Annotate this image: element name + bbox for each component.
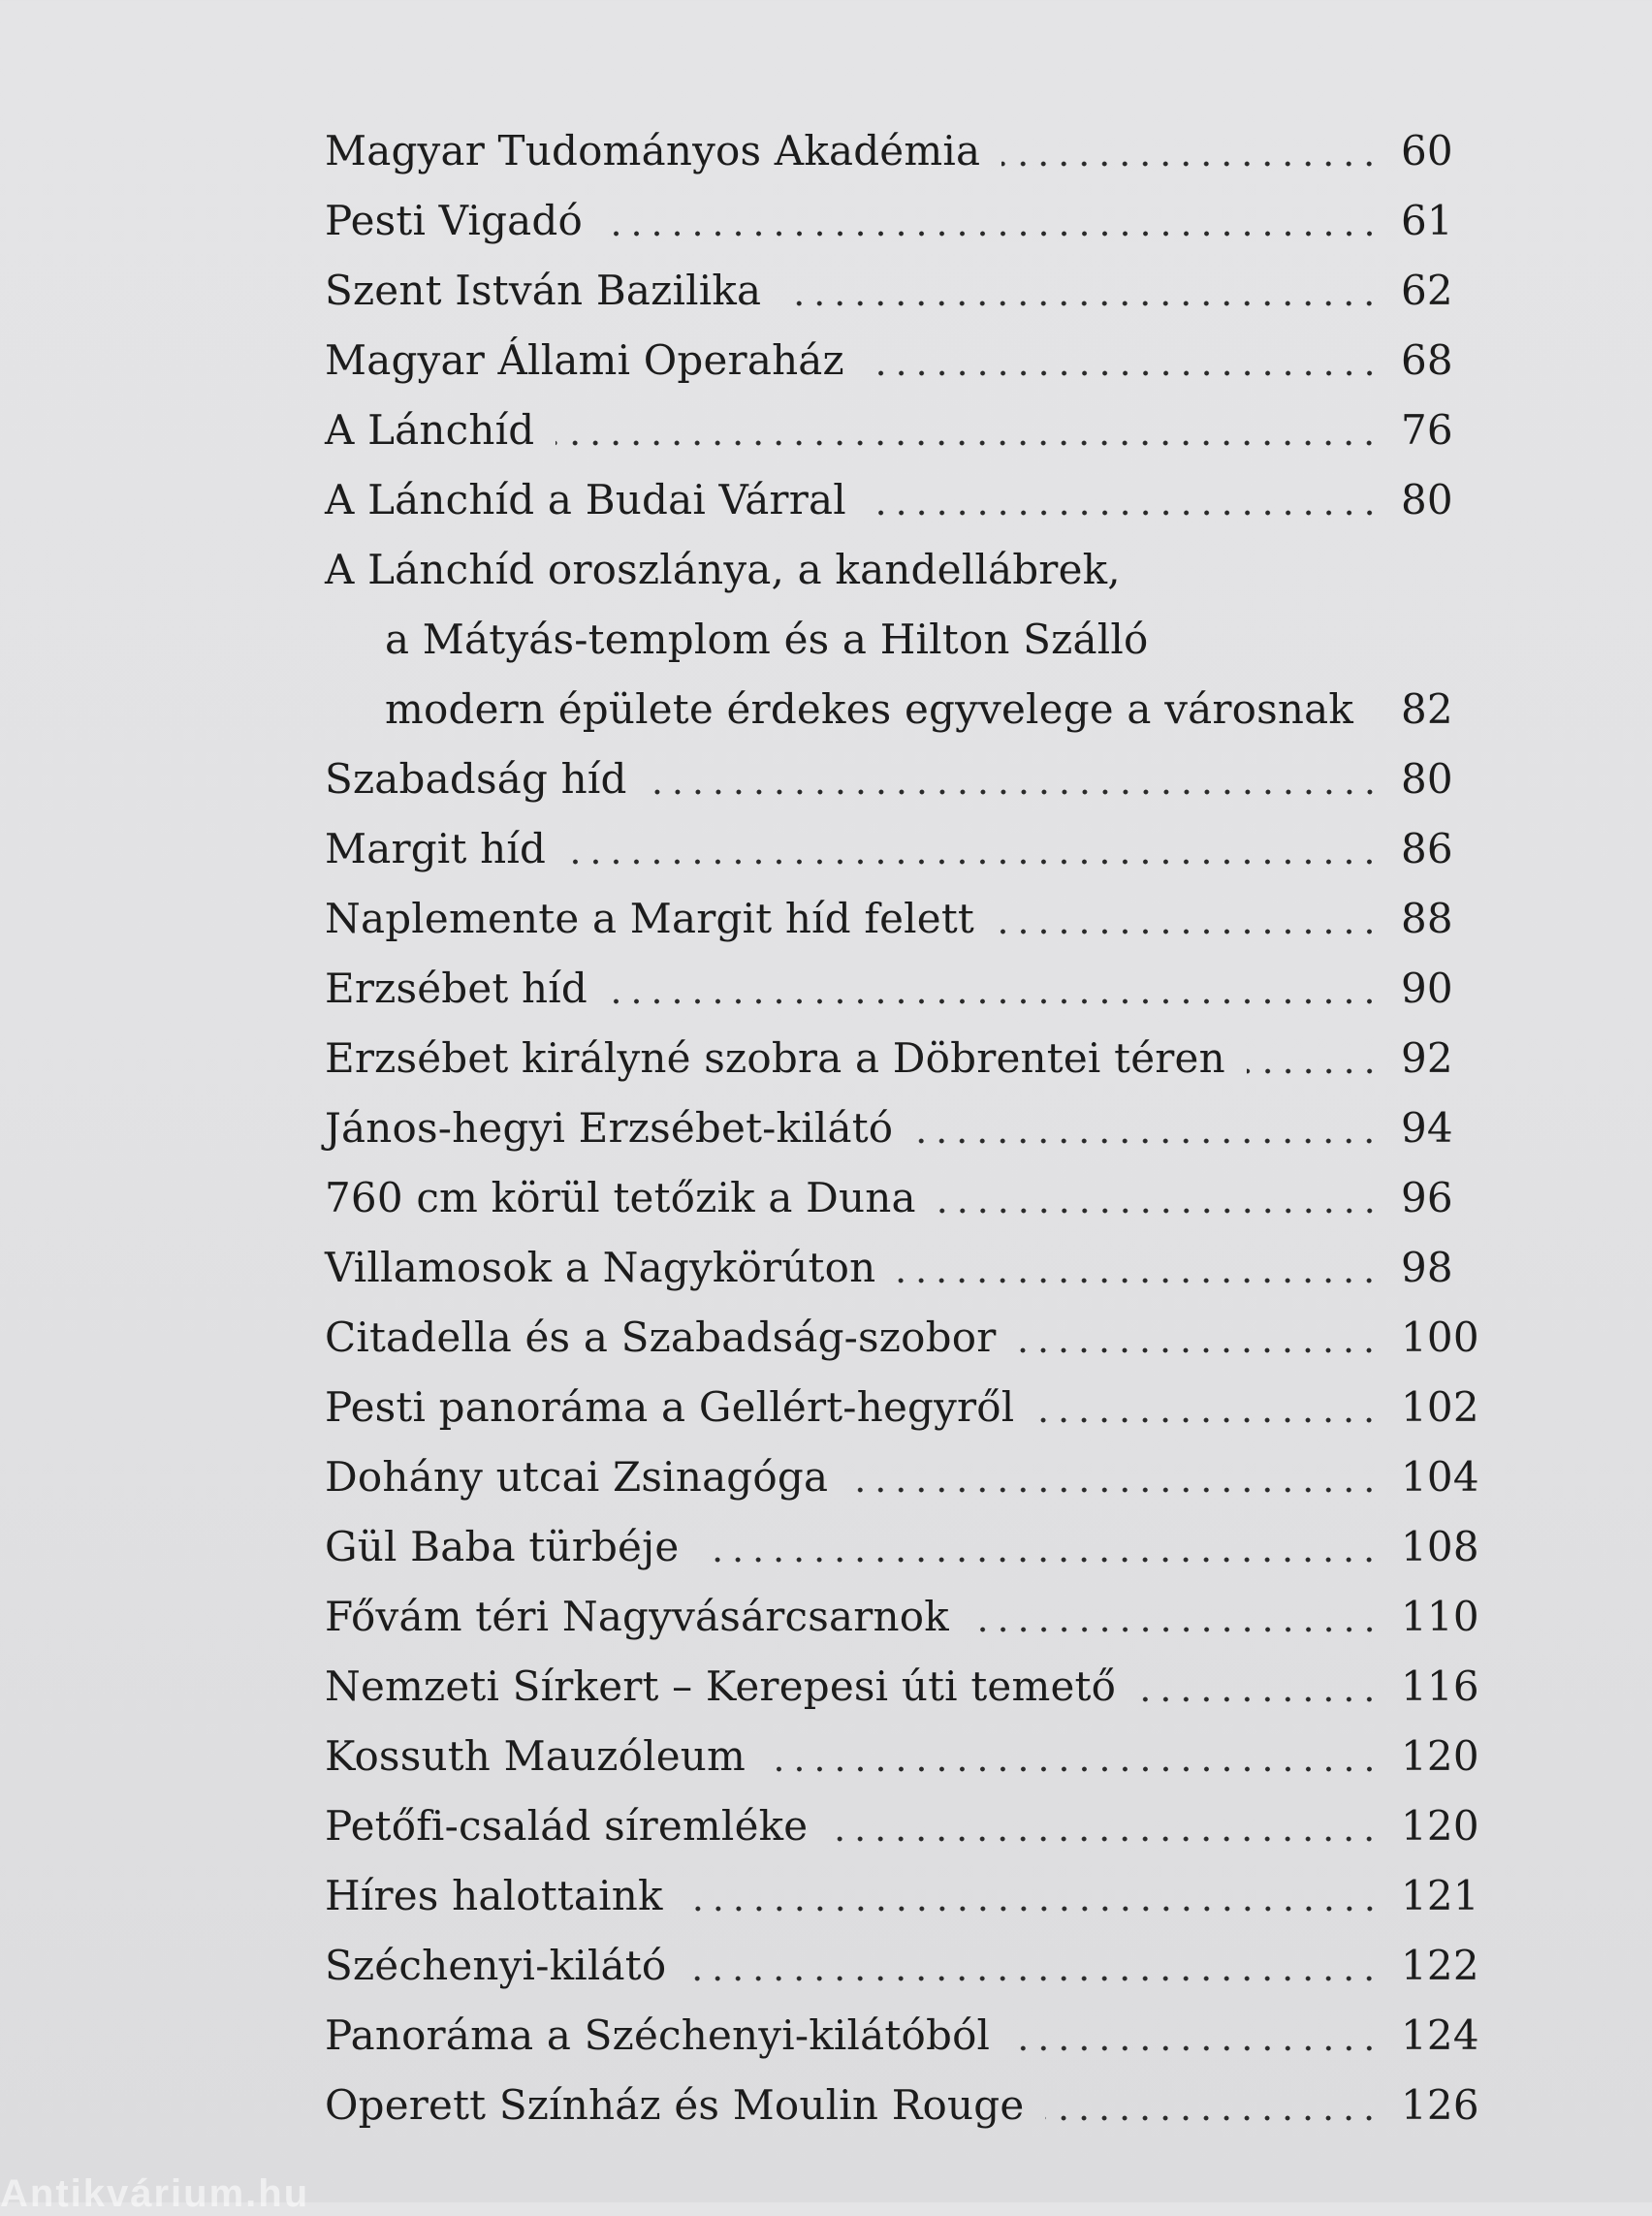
toc-entry-title: Dohány utcai Zsinagóga (325, 1453, 829, 1501)
toc-entry-page: 116 (1401, 1662, 1479, 1710)
toc-entry-title: Pesti Vigadó (325, 197, 583, 244)
toc-entry-page: 92 (1401, 1034, 1453, 1082)
dot-leader (970, 1625, 1380, 1634)
toc-entry (325, 186, 1469, 256)
dot-leader (849, 1485, 1380, 1495)
toc-entry-title: Gül Baba türbéje (325, 1523, 680, 1570)
toc-entry (325, 2001, 1479, 2071)
toc-entry-title: A Lánchíd (325, 406, 535, 454)
toc-entry-title: modern épülete érdekes egyvelege a városnak (385, 685, 1354, 733)
toc-entry-page: 110 (1401, 1593, 1479, 1640)
toc-entry-title: Magyar Tudományos Akadémia (325, 127, 981, 174)
toc-entry-title: Citadella és a Szabadság-szobor (325, 1314, 997, 1361)
toc-entry (325, 1791, 1479, 1861)
dot-leader (1011, 2043, 1380, 2053)
toc-entry (325, 884, 1469, 954)
dot-leader (767, 1764, 1380, 1774)
dot-leader (684, 1904, 1380, 1914)
toc-entry-page: 94 (1401, 1104, 1453, 1152)
toc-entry-title: Margit híd (325, 825, 547, 872)
toc-entry-page: 120 (1401, 1802, 1479, 1850)
dot-leader (782, 299, 1380, 308)
dot-leader (1137, 1694, 1380, 1704)
table-of-contents (325, 116, 1479, 2140)
dot-leader (868, 508, 1380, 518)
toc-entry (325, 326, 1469, 396)
toc-entry-page: 108 (1401, 1523, 1479, 1570)
toc-entry-page: 90 (1401, 965, 1453, 1012)
toc-entry (325, 116, 1469, 186)
toc-entry-title: Kossuth Mauzóleum (325, 1732, 747, 1780)
toc-entry-title: a Mátyás-templom és a Hilton Szálló (385, 616, 1149, 663)
toc-entry (325, 465, 1469, 535)
toc-entry-title: Fővám téri Nagyvásárcsarnok (325, 1593, 949, 1640)
dot-leader (609, 997, 1380, 1006)
toc-entry-page: 96 (1401, 1174, 1453, 1221)
toc-entry-title: Magyar Állami Operaház (325, 336, 844, 384)
toc-entry (325, 675, 1469, 744)
toc-entry-title: János-hegyi Erzsébet-kilátó (325, 1104, 894, 1152)
toc-entry-page: 62 (1401, 267, 1453, 314)
toc-entry (325, 744, 1469, 814)
toc-entry (325, 605, 1469, 675)
toc-entry (325, 256, 1469, 326)
toc-entry-page: 126 (1401, 2081, 1479, 2129)
toc-entry-title: Operett Színház és Moulin Rouge (325, 2081, 1025, 2129)
dot-leader (1247, 1066, 1380, 1076)
toc-entry (325, 954, 1469, 1024)
toc-entry (325, 2071, 1479, 2140)
toc-entry-title: A Lánchíd oroszlánya, a kandellábrek, (325, 546, 1121, 593)
toc-entry (325, 1582, 1479, 1652)
dot-leader (937, 1206, 1380, 1216)
toc-entry-title: Széchenyi-kilátó (325, 1942, 667, 1989)
toc-entry (325, 814, 1469, 884)
toc-entry-title: Szabadság híd (325, 755, 627, 803)
dot-leader (649, 787, 1380, 797)
toc-entry (325, 1303, 1479, 1373)
toc-entry-page: 100 (1401, 1314, 1479, 1361)
toc-entry-page: 68 (1401, 336, 1453, 384)
toc-entry-title: Szent István Bazilika (325, 267, 762, 314)
toc-entry (325, 1163, 1469, 1233)
toc-entry-page: 60 (1401, 127, 1453, 174)
dot-leader (604, 229, 1380, 238)
dot-leader (567, 857, 1380, 867)
dot-leader (1045, 2113, 1380, 2123)
dot-leader (700, 1555, 1380, 1565)
toc-entry-title: Pesti panoráma a Gellért-hegyről (325, 1383, 1015, 1431)
dot-leader (1035, 1415, 1380, 1425)
toc-entry-page: 86 (1401, 825, 1453, 872)
toc-entry-page: 88 (1401, 895, 1453, 942)
toc-entry (325, 1861, 1479, 1931)
toc-entry-title: Villamosok a Nagykörúton (325, 1244, 876, 1291)
dot-leader (829, 1834, 1380, 1844)
toc-entry-title: Nemzeti Sírkert – Kerepesi úti temető (325, 1662, 1117, 1710)
toc-entry (325, 1233, 1469, 1303)
dot-leader (1375, 717, 1380, 727)
toc-entry (325, 1024, 1469, 1093)
toc-entry (325, 1093, 1469, 1163)
toc-entry (325, 1931, 1479, 2001)
toc-entry-title: Erzsébet híd (325, 965, 588, 1012)
dot-leader (1001, 159, 1380, 169)
toc-entry-title: Naplemente a Margit híd felett (325, 895, 975, 942)
toc-entry-page: 122 (1401, 1942, 1479, 1989)
toc-entry (325, 1722, 1479, 1791)
dot-leader (914, 1136, 1380, 1146)
toc-entry (325, 535, 1469, 605)
toc-entry-page: 61 (1401, 197, 1453, 244)
dot-leader (1017, 1345, 1380, 1355)
toc-entry-title: Petőfi-család síremléke (325, 1802, 809, 1850)
dot-leader (687, 1974, 1380, 1983)
toc-entry (325, 1373, 1479, 1442)
toc-entry-title: Híres halottaink (325, 1872, 663, 1919)
toc-entry-page: 124 (1401, 2011, 1479, 2059)
toc-entry-page: 76 (1401, 406, 1453, 454)
dot-leader (866, 368, 1380, 378)
toc-entry-page: 80 (1401, 755, 1453, 803)
toc-entry-title: A Lánchíd a Budai Várral (325, 476, 846, 523)
toc-entry (325, 1512, 1479, 1582)
toc-entry-title: 760 cm körül tetőzik a Duna (325, 1174, 916, 1221)
toc-entry-page: 80 (1401, 476, 1453, 523)
toc-entry-page: 98 (1401, 1244, 1453, 1291)
dot-leader (897, 1276, 1380, 1285)
dot-leader (996, 927, 1380, 936)
toc-entry (325, 1442, 1479, 1512)
toc-entry-page: 121 (1401, 1872, 1479, 1919)
watermark: Antikvárium.hu (0, 2172, 310, 2215)
toc-entry (325, 396, 1469, 465)
toc-entry-page: 104 (1401, 1453, 1479, 1501)
toc-entry-page: 120 (1401, 1732, 1479, 1780)
toc-entry (325, 1652, 1479, 1722)
toc-entry-page: 82 (1401, 685, 1453, 733)
toc-entry-title: Panoráma a Széchenyi-kilátóból (325, 2011, 991, 2059)
dot-leader (556, 438, 1380, 448)
toc-entry-title: Erzsébet királyné szobra a Döbrentei téren (325, 1034, 1225, 1082)
toc-entry-page: 102 (1401, 1383, 1479, 1431)
